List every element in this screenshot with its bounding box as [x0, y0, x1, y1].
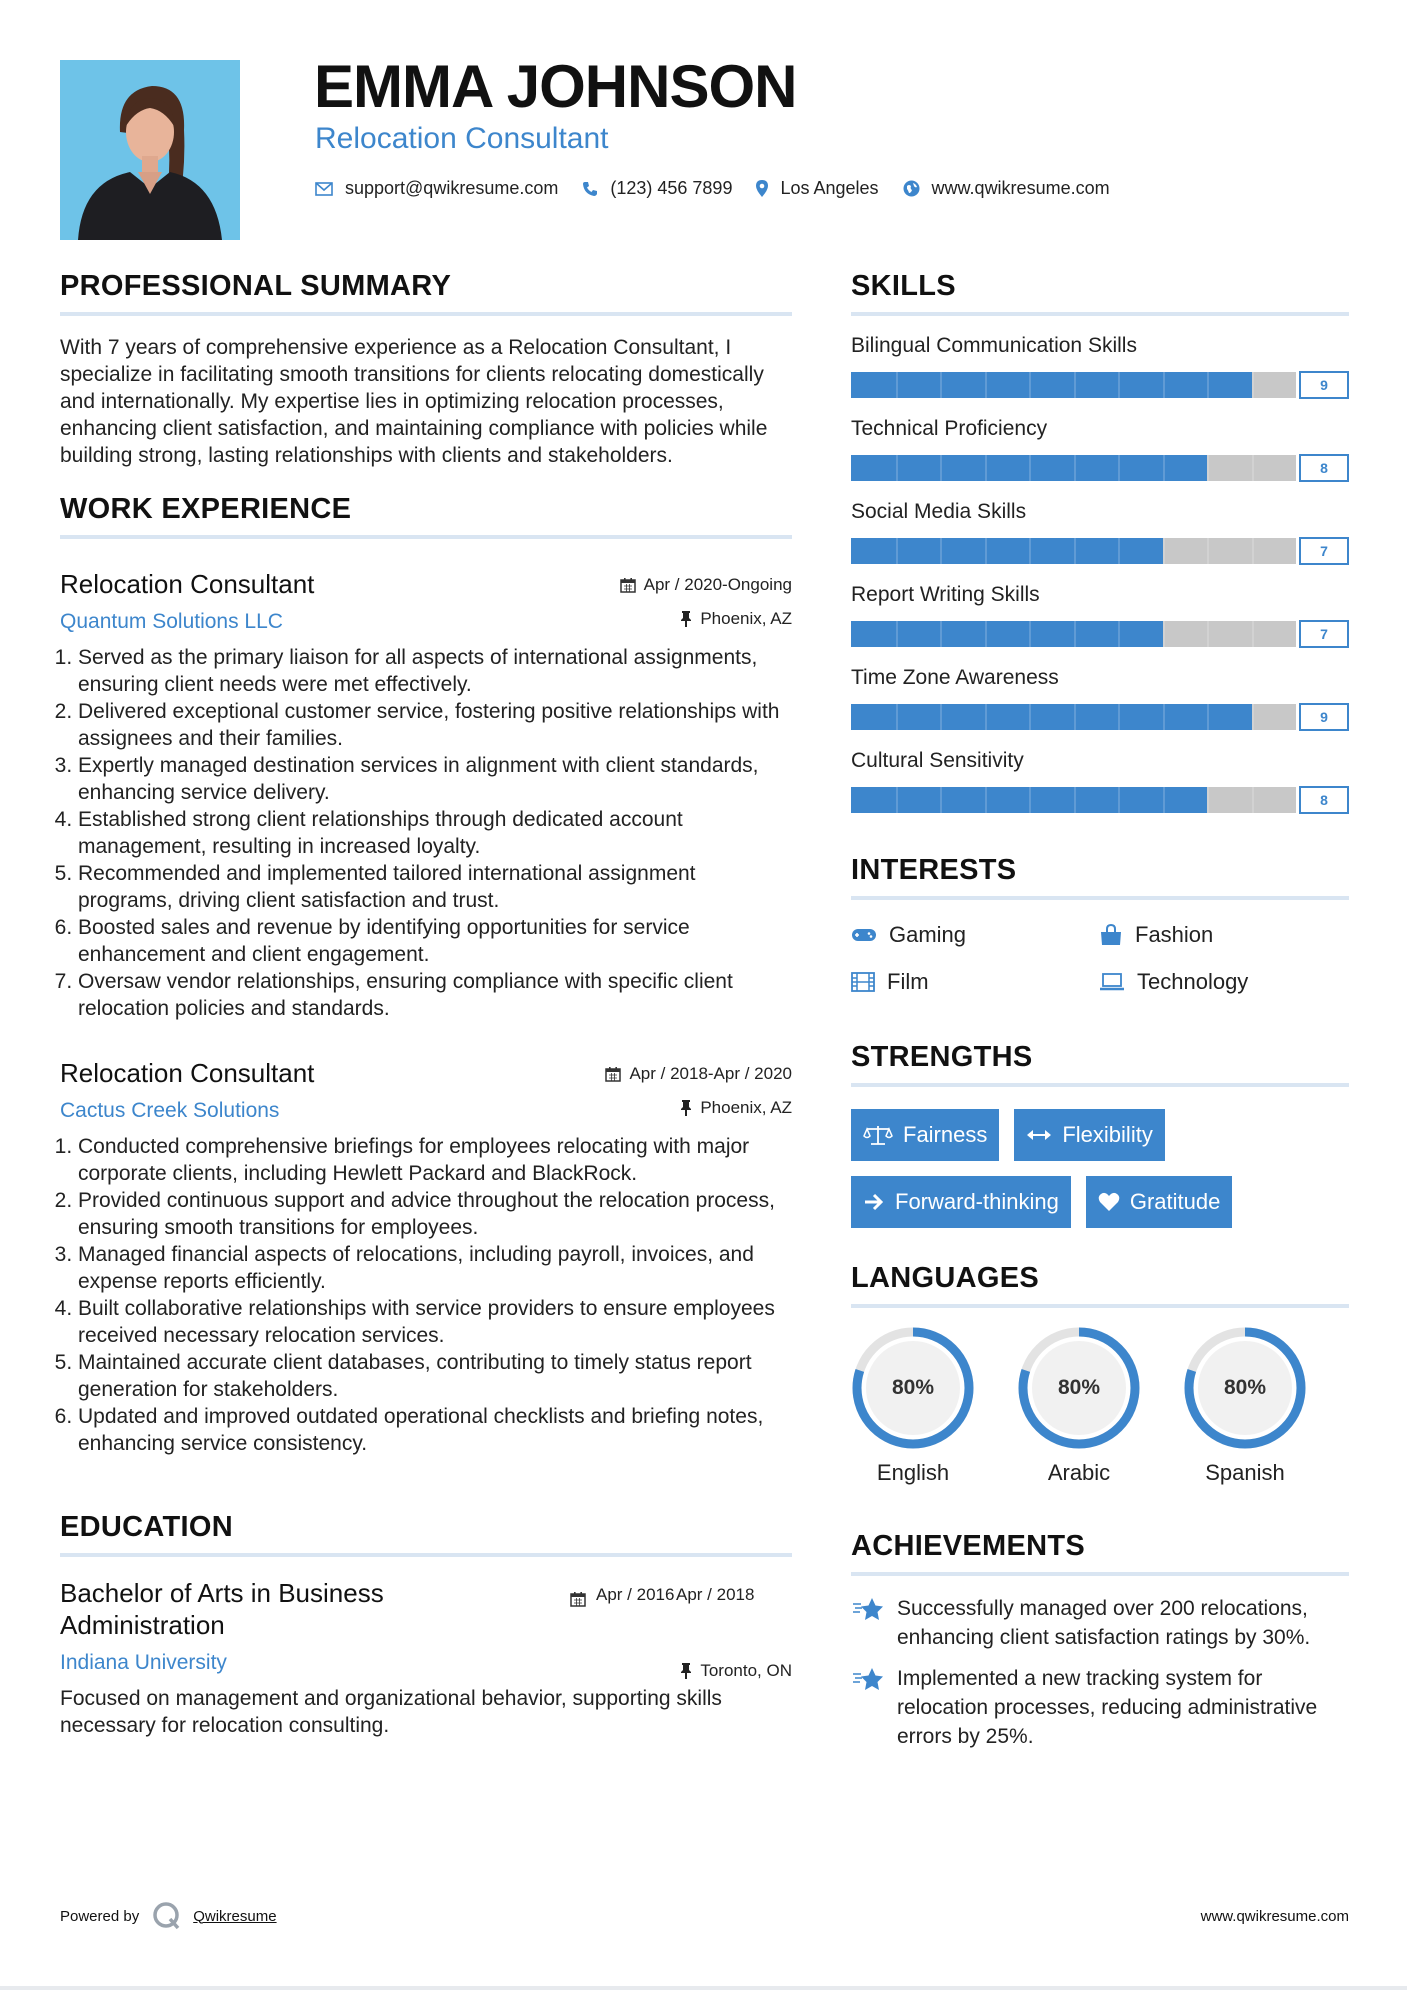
skill-track [851, 538, 1296, 564]
skill-item [851, 334, 1349, 399]
skill-bar [851, 703, 1349, 731]
experience-heading: WORK EXPERIENCE [60, 493, 792, 539]
skill-bar [851, 371, 1349, 399]
qwikresume-link[interactable]: Qwikresume [193, 1907, 277, 1925]
interest-item [851, 969, 1099, 995]
language-ring [1183, 1326, 1307, 1450]
languages-heading: LANGUAGES [851, 1262, 1349, 1308]
skill-segment-divider [1074, 787, 1076, 813]
skill-segment-divider [1163, 621, 1165, 647]
duty-item: 2. Provided continuous support and advice throughout the relocation process, ensuring smooth transitions for employees. [78, 1187, 792, 1241]
star-badge-icon [851, 1596, 885, 1624]
achievement-text: Implemented a new tracking system for relocation processes, reducing administrative errors by 25%. [897, 1667, 1318, 1748]
envelope-icon [315, 182, 333, 196]
achievement-item [851, 1664, 1349, 1751]
summary-heading: PROFESSIONAL SUMMARY [60, 270, 792, 316]
skill-segment-divider [940, 538, 942, 564]
contact-bar [315, 178, 1134, 199]
calendar-icon [605, 1066, 621, 1082]
calendar-icon [620, 577, 636, 593]
skill-segment-divider [1029, 372, 1031, 398]
education-degree: Bachelor of Arts in Business Administration [60, 1578, 384, 1640]
qwikresume-logo-icon [151, 1900, 183, 1932]
education-dates [570, 1585, 756, 1607]
strength-chip [1014, 1109, 1164, 1161]
language-percent: 80% [1223, 1376, 1267, 1399]
page-bottom-divider [0, 1986, 1407, 1990]
achievements-heading: ACHIEVEMENTS [851, 1530, 1349, 1576]
interest-label: Film [887, 969, 929, 994]
skill-segment-divider [1029, 787, 1031, 813]
skill-name: Report Writing Skills [851, 583, 1040, 606]
job-location-text: Phoenix, AZ [700, 1098, 792, 1117]
calendar-icon [570, 1591, 586, 1607]
job-entry [60, 569, 792, 1022]
skill-segment-divider [1252, 787, 1254, 813]
duty-item: 6. Boosted sales and revenue by identifying opportunities for service enhancement and client engagement. [78, 914, 792, 968]
shopping-bag-icon [1099, 924, 1123, 946]
skill-score: 7 [1299, 537, 1349, 565]
skill-item [851, 583, 1349, 648]
interest-label: Gaming [889, 922, 967, 947]
profile-photo [60, 60, 240, 240]
arrows-horizontal-icon [1026, 1128, 1052, 1142]
skill-segment-divider [1029, 538, 1031, 564]
duty-item: 4. Built collaborative relationships with service providers to ensure employees received necessary relocation services. [78, 1295, 792, 1349]
skill-name: Time Zone Awareness [851, 666, 1059, 689]
skill-segment-divider [1074, 621, 1076, 647]
skill-segment-divider [1163, 704, 1165, 730]
contact-location-text: Los Angeles [780, 178, 879, 198]
gamepad-icon [851, 927, 877, 943]
interest-item [1099, 922, 1339, 948]
education-entry [60, 1577, 792, 1739]
skill-segment-divider [1252, 455, 1254, 481]
skill-segment-divider [1029, 455, 1031, 481]
language-ring [1017, 1326, 1141, 1450]
education-location [680, 1661, 792, 1681]
skill-segment-divider [940, 704, 942, 730]
pushpin-icon [680, 1100, 692, 1116]
globe-icon [903, 180, 920, 197]
contact-email[interactable] [315, 178, 558, 199]
skill-segment-divider [1163, 455, 1165, 481]
skill-segment-divider [896, 455, 898, 481]
film-icon [851, 972, 875, 992]
skill-track [851, 372, 1296, 398]
language-item [1017, 1326, 1141, 1486]
skill-segment-divider [1252, 704, 1254, 730]
strength-chip [851, 1176, 1071, 1228]
skill-item [851, 749, 1349, 814]
duty-item: 6. Updated and improved outdated operational checklists and briefing notes, enhancing service consistency. [78, 1403, 792, 1457]
skill-segment-divider [1118, 455, 1120, 481]
contact-phone[interactable] [582, 178, 732, 199]
education-location-text: Toronto, ON [700, 1661, 792, 1680]
skills-heading: SKILLS [851, 270, 1349, 316]
skill-name: Social Media Skills [851, 500, 1027, 523]
skill-item [851, 666, 1349, 731]
balance-scale-icon [863, 1124, 893, 1146]
language-percent: 80% [1057, 1376, 1101, 1399]
strength-label: Flexibility [1062, 1122, 1153, 1147]
heart-icon [1098, 1192, 1120, 1212]
skill-segment-divider [1163, 787, 1165, 813]
job-location-text: Phoenix, AZ [700, 609, 792, 628]
strength-chip [1086, 1176, 1233, 1228]
skill-segment-divider [1207, 538, 1209, 564]
skill-segment-divider [1118, 704, 1120, 730]
map-marker-icon [756, 180, 768, 197]
summary-text: With 7 years of comprehensive experience as a Relocation Consultant, I specialize in facilitating smooth transitions for clients relocating domestically and internationally. My expertise lies in optimizing relocation processes, enhancing client satisfaction, and maintaining compliance with policies while building strong, lasting relationships with clients and stakeholders. [60, 336, 768, 467]
skill-score: 8 [1299, 786, 1349, 814]
skill-segment-divider [1252, 538, 1254, 564]
strength-label: Forward-thinking [895, 1189, 1059, 1214]
achievements-list [851, 1594, 1349, 1751]
powered-by-text: Powered by [60, 1907, 140, 1925]
duty-item: 5. Maintained accurate client databases, contributing to timely status report generation for stakeholders. [78, 1349, 792, 1403]
skill-segment-divider [1252, 621, 1254, 647]
skill-segment-divider [896, 621, 898, 647]
skill-score: 9 [1299, 371, 1349, 399]
language-name: Arabic [1047, 1460, 1111, 1485]
achievement-item [851, 1594, 1349, 1652]
skill-score: 7 [1299, 620, 1349, 648]
skill-segment-divider [1118, 538, 1120, 564]
skill-item [851, 500, 1349, 565]
skill-name: Technical Proficiency [851, 417, 1048, 440]
skill-track [851, 704, 1296, 730]
skill-segment-divider [1163, 372, 1165, 398]
education-end: Apr / 2018 [676, 1585, 755, 1604]
skill-segment-divider [1029, 621, 1031, 647]
candidate-name: EMMA JOHNSON [314, 53, 797, 120]
candidate-title: Relocation Consultant [315, 122, 609, 155]
skill-track [851, 621, 1296, 647]
job-duties [60, 644, 792, 1022]
strengths-heading: STRENGTHS [851, 1041, 1349, 1087]
job-date [605, 1064, 792, 1084]
language-percent: 80% [891, 1376, 935, 1399]
job-company: Quantum Solutions LLC [60, 610, 283, 633]
duty-item: 4. Established strong client relationships through dedicated account management, resulting in increased loyalty. [78, 806, 792, 860]
star-badge-icon [851, 1666, 885, 1694]
skill-segment-divider [1029, 704, 1031, 730]
job-entry [60, 1058, 792, 1457]
skill-bar [851, 454, 1349, 482]
achievement-text: Successfully managed over 200 relocations, enhancing client satisfaction ratings by 30%. [897, 1597, 1311, 1649]
strength-label: Gratitude [1129, 1189, 1221, 1214]
skill-segment-divider [940, 372, 942, 398]
skill-track [851, 787, 1296, 813]
arrow-right-icon [863, 1192, 885, 1212]
skill-segment-divider [896, 787, 898, 813]
skill-segment-divider [940, 787, 942, 813]
interest-item [1099, 969, 1339, 995]
education-description: Focused on management and organizational behavior, supporting skills necessary for relocation consulting. [60, 1687, 722, 1737]
pushpin-icon [680, 1663, 692, 1679]
education-heading: EDUCATION [60, 1511, 792, 1557]
skill-segment-divider [1207, 787, 1209, 813]
skill-segment-divider [985, 787, 987, 813]
skill-bar [851, 786, 1349, 814]
footer-website[interactable]: www.qwikresume.com [1200, 1908, 1349, 1925]
job-location [680, 609, 792, 629]
skill-segment-divider [1252, 372, 1254, 398]
right-column [851, 270, 1349, 1751]
duty-item: 3. Managed financial aspects of relocations, including payroll, invoices, and expense reports efficiently. [78, 1241, 792, 1295]
strengths-list [851, 1109, 1349, 1228]
skill-score: 9 [1299, 703, 1349, 731]
education-start: Apr / 2016 [596, 1585, 675, 1604]
skill-segment-divider [1118, 787, 1120, 813]
skill-name: Bilingual Communication Skills [851, 334, 1137, 357]
strength-label: Fairness [903, 1122, 988, 1147]
job-date-text: Apr / 2020-Ongoing [643, 575, 792, 594]
skill-segment-divider [985, 372, 987, 398]
language-name: English [876, 1460, 950, 1485]
interest-item [851, 922, 1099, 948]
skill-segment-divider [985, 704, 987, 730]
duty-item: 5. Recommended and implemented tailored international assignment programs, driving client satisfaction and trust. [78, 860, 792, 914]
person-portrait-icon [60, 60, 240, 240]
duty-item: 7. Oversaw vendor relationships, ensuring compliance with specific client relocation policies and standards. [78, 968, 792, 1022]
strength-chip [851, 1109, 999, 1161]
language-name: Spanish [1205, 1460, 1285, 1485]
skill-item [851, 417, 1349, 482]
contact-website[interactable] [903, 178, 1110, 199]
interest-label: Technology [1137, 969, 1249, 994]
skill-segment-divider [896, 704, 898, 730]
languages-list [851, 1326, 1349, 1486]
contact-email-text: support@qwikresume.com [345, 178, 559, 198]
skill-segment-divider [1074, 704, 1076, 730]
skill-segment-divider [1207, 621, 1209, 647]
skill-segment-divider [1118, 621, 1120, 647]
left-column [60, 270, 792, 1739]
skill-segment-divider [1163, 538, 1165, 564]
interests-list [851, 922, 1349, 995]
duty-item: 2. Delivered exceptional customer service, fostering positive relationships with assignees and their families. [78, 698, 792, 752]
skill-segment-divider [1074, 538, 1076, 564]
footer-powered-by [60, 1900, 277, 1932]
duty-item: 1. Served as the primary liaison for all aspects of international assignments, ensuring client needs were met effectively. [78, 644, 792, 698]
job-title: Relocation Consultant [60, 1058, 315, 1088]
job-company: Cactus Creek Solutions [60, 1099, 280, 1122]
skill-fill [851, 704, 1252, 730]
skill-segment-divider [896, 538, 898, 564]
skill-fill [851, 538, 1163, 564]
education-school: Indiana University [60, 1651, 227, 1674]
job-location [680, 1098, 792, 1118]
job-title: Relocation Consultant [60, 569, 315, 599]
job-date-text: Apr / 2018-Apr / 2020 [629, 1064, 792, 1083]
skill-segment-divider [1074, 455, 1076, 481]
duty-item: 3. Expertly managed destination services in alignment with client standards, enhancing service delivery. [78, 752, 792, 806]
interests-heading: INTERESTS [851, 854, 1349, 900]
skill-bar [851, 537, 1349, 565]
job-date [620, 575, 792, 595]
skill-segment-divider [985, 455, 987, 481]
language-item [1183, 1326, 1307, 1486]
skills-list [851, 334, 1349, 814]
contact-location [756, 178, 878, 199]
phone-icon [582, 181, 598, 197]
skill-segment-divider [940, 621, 942, 647]
skill-fill [851, 372, 1252, 398]
contact-website-text: www.qwikresume.com [931, 178, 1110, 198]
job-duties [60, 1133, 792, 1457]
skill-segment-divider [985, 621, 987, 647]
interest-label: Fashion [1135, 922, 1214, 947]
duty-item: 1. Conducted comprehensive briefings for employees relocating with major corporate clients, including Hewlett Packard and BlackRock. [78, 1133, 792, 1187]
skill-segment-divider [896, 372, 898, 398]
skill-segment-divider [1074, 372, 1076, 398]
pushpin-icon [680, 611, 692, 627]
skill-segment-divider [1207, 704, 1209, 730]
skill-segment-divider [1207, 455, 1209, 481]
skill-fill [851, 621, 1163, 647]
skill-segment-divider [940, 455, 942, 481]
skill-name: Cultural Sensitivity [851, 749, 1024, 772]
language-ring [851, 1326, 975, 1450]
laptop-icon [1099, 973, 1125, 991]
skill-score: 8 [1299, 454, 1349, 482]
skill-segment-divider [1207, 372, 1209, 398]
skill-track [851, 455, 1296, 481]
skill-segment-divider [985, 538, 987, 564]
contact-phone-text: (123) 456 7899 [610, 178, 733, 198]
language-item [851, 1326, 975, 1486]
skill-bar [851, 620, 1349, 648]
skill-segment-divider [1118, 372, 1120, 398]
